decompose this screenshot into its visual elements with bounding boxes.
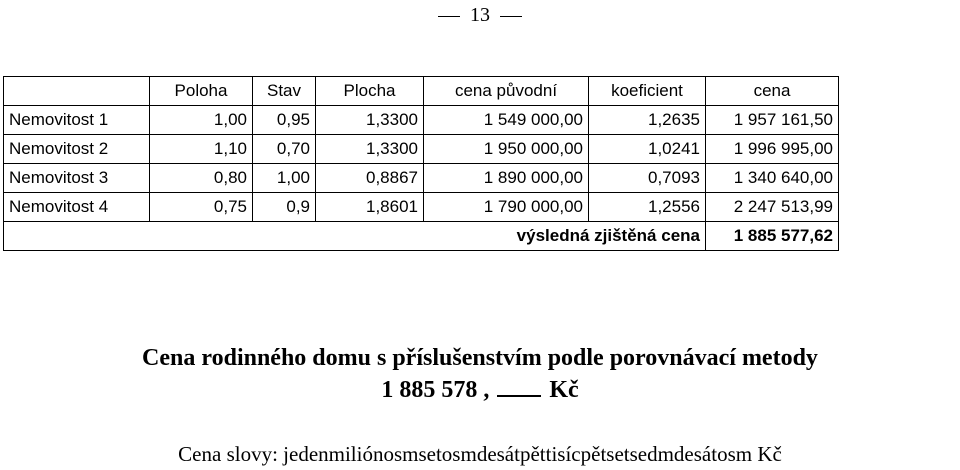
cell-poloha: 1,10 (150, 135, 253, 164)
cell-plocha: 1,3300 (316, 106, 424, 135)
header-cell-cena-puvodni: cena původní (424, 77, 589, 106)
cell-plocha: 1,8601 (316, 193, 424, 222)
cell-koeficient: 1,2635 (589, 106, 706, 135)
summary-total (0, 374, 960, 406)
cell-cena: 1 340 640,00 (706, 164, 839, 193)
summary-words: Cena slovy: jedenmiliónosmsetosmdesátpěttisícpětsetsedmdesátosm Kč (178, 442, 782, 466)
cell-property-name: Nemovitost 2 (4, 135, 150, 164)
header-cell-plocha: Plocha (316, 77, 424, 106)
result-label: výsledná zjištěná cena (4, 222, 706, 251)
cell-cena: 1 996 995,00 (706, 135, 839, 164)
result-value: 1 885 577,62 (706, 222, 839, 251)
cell-property-name: Nemovitost 3 (4, 164, 150, 193)
page-number-dash-right (500, 16, 522, 17)
cell-koeficient: 1,0241 (589, 135, 706, 164)
cell-koeficient: 1,2556 (589, 193, 706, 222)
cell-stav: 0,9 (253, 193, 316, 222)
table-row (4, 193, 839, 222)
table-row (4, 164, 839, 193)
table-row (4, 135, 839, 164)
table-header-row (4, 77, 839, 106)
page-number-text: 13 (470, 4, 490, 26)
result-row (4, 222, 839, 251)
header-cell-cena: cena (706, 77, 839, 106)
cell-cena: 1 957 161,50 (706, 106, 839, 135)
header-cell-stav: Stav (253, 77, 316, 106)
header-cell-koeficient: koeficient (589, 77, 706, 106)
cell-cena-puvodni: 1 790 000,00 (424, 193, 589, 222)
cell-property-name: Nemovitost 1 (4, 106, 150, 135)
cell-cena-puvodni: 1 950 000,00 (424, 135, 589, 164)
summary-headline: Cena rodinného domu s příslušenstvím podle porovnávací metody (142, 345, 818, 371)
summary-block (0, 342, 960, 466)
cell-stav: 0,95 (253, 106, 316, 135)
table-row (4, 106, 839, 135)
cell-poloha: 0,75 (150, 193, 253, 222)
summary-total-blank-line (497, 377, 541, 397)
cell-cena-puvodni: 1 549 000,00 (424, 106, 589, 135)
cell-koeficient: 0,7093 (589, 164, 706, 193)
cell-poloha: 1,00 (150, 106, 253, 135)
cell-cena-puvodni: 1 890 000,00 (424, 164, 589, 193)
cell-poloha: 0,80 (150, 164, 253, 193)
summary-total-currency: Kč (549, 377, 579, 403)
cell-stav: 1,00 (253, 164, 316, 193)
cell-plocha: 1,3300 (316, 135, 424, 164)
page-number-dash-left (438, 16, 460, 17)
cell-stav: 0,70 (253, 135, 316, 164)
cell-cena: 2 247 513,99 (706, 193, 839, 222)
page-number (0, 4, 960, 27)
cell-plocha: 0,8867 (316, 164, 424, 193)
header-cell-empty (4, 77, 150, 106)
header-cell-poloha: Poloha (150, 77, 253, 106)
summary-total-amount: 1 885 578 , (381, 377, 490, 403)
cell-property-name: Nemovitost 4 (4, 193, 150, 222)
valuation-table (3, 76, 839, 251)
